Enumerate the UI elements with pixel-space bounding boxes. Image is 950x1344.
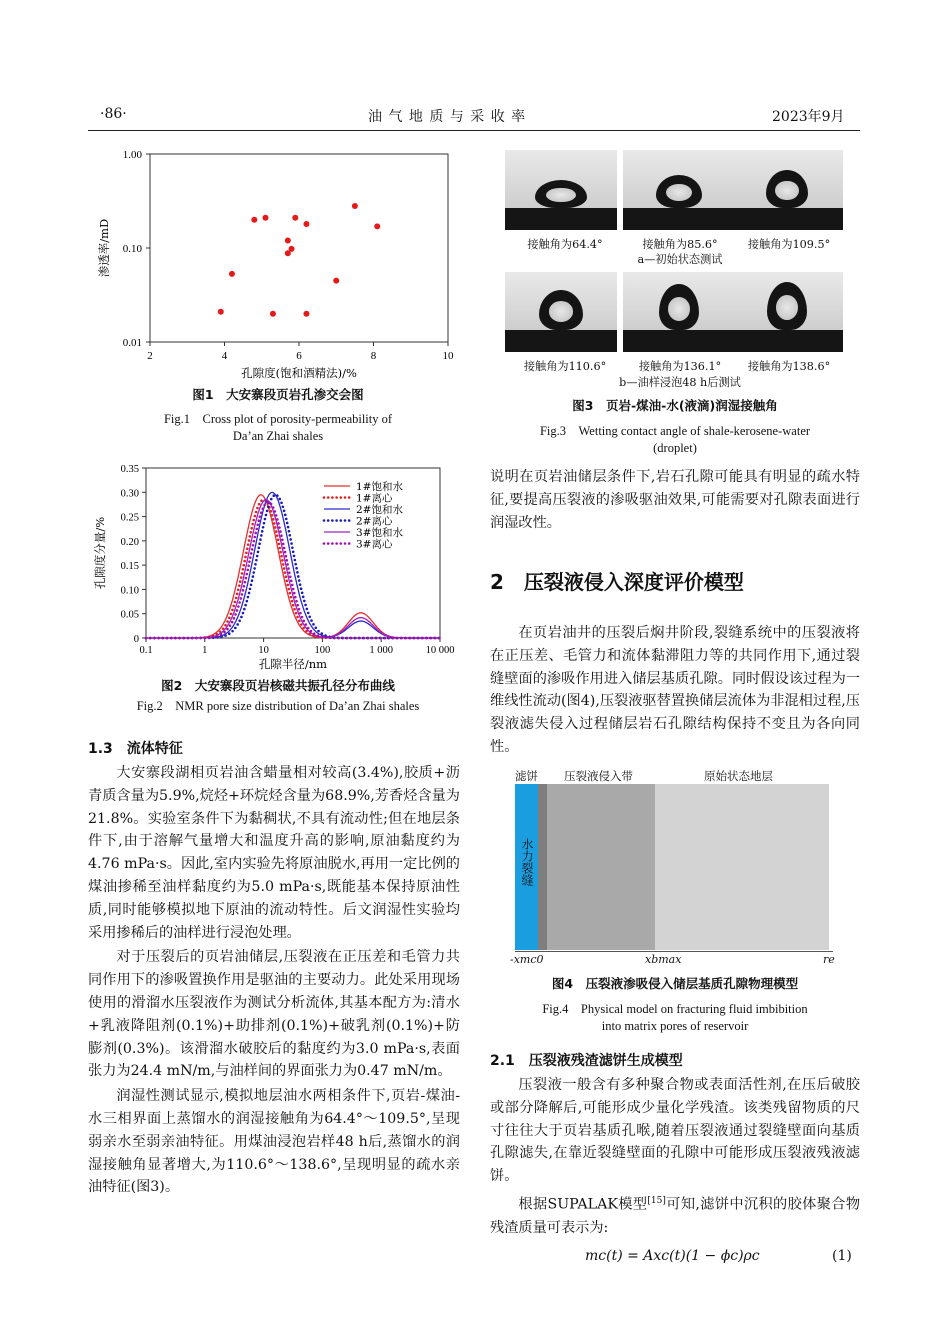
fig4-axis-right: re <box>823 953 835 966</box>
data-point <box>333 278 339 284</box>
data-point <box>292 215 298 221</box>
data-point <box>352 203 358 209</box>
y-tick-label: 1.00 <box>122 149 142 161</box>
angle-label: 接触角为64.4° <box>527 238 603 251</box>
data-point <box>374 223 380 229</box>
fig4-axis-mid: xbmax <box>645 953 682 966</box>
section-2-1-heading: 2.1 压裂液残渣滤饼生成模型 <box>490 1053 683 1069</box>
y-tick-label: 0.15 <box>120 561 139 573</box>
section-2-heading: 2 压裂液侵入深度评价模型 <box>490 570 744 594</box>
x-tick-label: 2 <box>147 350 153 362</box>
paragraph: 压裂液一般含有多种聚合物或表面活性剂,在压后破胶或部分降解后,可能形成少量化学残渣。该类残留物质的尺寸往往大于页岩基质孔喉,随着压裂液通过裂缝壁面向基质孔隙滤失,在靠近裂缝壁面的孔隙中可能形成压裂液残液滤饼。 <box>490 1077 860 1185</box>
fig4-fracture-label: 水力裂缝 <box>520 838 534 886</box>
fig2-chart <box>88 458 468 670</box>
y-tick-label: 0.20 <box>120 536 139 548</box>
y-axis-label: 渗透率/mD <box>97 218 111 278</box>
data-point <box>218 309 224 315</box>
droplet-photo-138 <box>731 272 843 352</box>
data-point <box>251 217 257 223</box>
paragraph: 对于压裂后的页岩油储层,压裂液在正压差和毛管力共同作用下的渗吸置换作用是驱油的主要动力。此处采用现场使用的滑溜水压裂液作为测试分析流体,其基本配方为:清水+乳液降阻剂(0.1%)+助排剂(0.1%)+破乳剂(0.1%)+防膨剂(0.3%)。该滑溜水破胶后的黏度约为3.0 mPa·s,表面张力为24.4 mN/m,与油样间的界面张力为0.47 mN/m。 <box>88 949 460 1080</box>
paragraph: 根据SUPALAK模型[15]可知,滤饼中沉积的胶体聚合物残渣质量可表示为: <box>490 1195 861 1236</box>
legend-label: 2#饱和水 <box>356 504 403 516</box>
legend-label: 3#离心 <box>356 538 393 551</box>
fig4-label-invaded: 压裂液侵入带 <box>564 769 633 783</box>
data-point <box>229 271 235 277</box>
series-line <box>146 502 440 638</box>
fig3-subcaption-b: b—油样浸泡48 h后测试 <box>619 376 741 389</box>
x-tick-label: 1 000 <box>369 645 394 656</box>
fig4-caption-en: Fig.4 Physical model on fracturing fluid imbibition into matrix pores of reservoir <box>542 1002 808 1033</box>
angle-label: 接触角为138.6° <box>747 360 831 373</box>
fig3-subcaption-a: a—初始状态测试 <box>637 253 723 266</box>
fig4-filter-cake <box>538 784 547 950</box>
issue-date: 2023年9月 <box>772 109 845 125</box>
data-point <box>270 311 276 317</box>
fig4-label-cake: 滤饼 <box>515 769 538 783</box>
angle-label: 接触角为85.6° <box>642 238 718 251</box>
x-tick-label: 4 <box>221 350 228 362</box>
journal-title: 油 气 地 质 与 采 收 率 <box>368 109 527 125</box>
fig4-axis-left: -xmc0 <box>510 953 544 966</box>
data-point <box>289 246 295 252</box>
x-tick-label: 6 <box>296 350 302 362</box>
angle-label: 接触角为109.5° <box>747 238 831 251</box>
y-tick-label: 0 <box>133 634 139 645</box>
legend-label: 3#饱和水 <box>356 527 403 539</box>
right-body-top <box>490 466 860 534</box>
legend-label: 2#离心 <box>356 515 393 528</box>
fig2-caption-cn: 图2 大安寨段页岩核磁共振孔径分布曲线 <box>161 678 395 693</box>
paragraph: 大安寨段湖相页岩油含蜡量相对较高(3.4%),胶质+沥青质含量为5.9%,烷烃+环烷烃含量为68.9%,芳香烃含量为21.8%。实验室条件下为黏稠状,不具有流动性;但在地层条件下,由于溶解气量增大和温度升高的影响,原油黏度约为4.76 mPa·s。因此,室内实验先将原油脱水,再用一定比例的煤油掺稀至油样黏度约为5.0 mPa·s,既能基本保持原油性质,同时能够模拟地下原油的流动特性。后文润湿性实验均采用掺稀后的油样进行浸泡处理。 <box>88 765 460 941</box>
droplet-photo-109 <box>731 150 843 230</box>
fig4-invaded-zone <box>547 784 655 950</box>
y-tick-label: 0.05 <box>120 609 139 621</box>
equation-number: (1) <box>832 1248 852 1264</box>
y-tick-label: 0.25 <box>120 512 139 524</box>
legend-label: 1#离心 <box>356 492 393 505</box>
paragraph: 在页岩油井的压裂后焖井阶段,裂缝系统中的压裂液将在正压差、毛管力和流体黏滞阻力等的共同作用下,通过裂缝壁面的渗吸作用进入储层基质孔隙。同时假设该过程为一维线性流动(图4),压裂液驱替置换储层流体为非混相过程,压裂液滤失侵入过程储层岩石孔隙结构保持不变且为各向同性。 <box>490 625 860 755</box>
header-rule <box>88 130 860 131</box>
fig3-caption-en: Fig.3 Wetting contact angle of shale-kerosene-water (droplet) <box>539 424 811 455</box>
droplet-photo-64 <box>505 150 617 230</box>
fig1-caption-cn: 图1 大安寨段页岩孔渗交会图 <box>192 387 364 402</box>
plot-frame <box>150 154 448 342</box>
fig1-caption-en: Fig.1 Cross plot of porosity-permeability of Da’an Zhai shales <box>163 412 393 443</box>
x-tick-label: 10 000 <box>425 645 455 656</box>
droplet-photo-85 <box>623 150 735 230</box>
y-tick-label: 0.35 <box>120 464 139 475</box>
right-body-bottom <box>490 1074 860 1239</box>
paragraph: 润湿性测试显示,模拟地层油水两相条件下,页岩-煤油-水三相界面上蒸馏水的润湿接触角为64.4°～109.5°,呈现弱亲水至弱亲油特征。用煤油浸泡岩样48 h后,蒸馏水的润湿接触角显著增大,为110.6°～138.6°,呈现明显的疏水亲油特征(图3)。 <box>88 1088 460 1196</box>
angle-label: 接触角为136.1° <box>638 360 722 373</box>
legend-label: 1#饱和水 <box>356 481 403 493</box>
paragraph: 说明在页岩油储层条件下,岩石孔隙可能具有明显的疏水特征,要提高压裂液的渗吸驱油效果,可能需要对孔隙表面进行润湿改性。 <box>490 469 860 531</box>
fig4-caption-cn: 图4 压裂液渗吸侵入储层基质孔隙物理模型 <box>551 976 799 991</box>
y-tick-label: 0.01 <box>122 337 142 349</box>
fig3-caption-cn: 图3 页岩-煤油-水(液滴)润湿接触角 <box>572 398 778 413</box>
equation-1: mc(t) = Axc(t)(1 − ϕc)ρc <box>585 1248 760 1264</box>
right-body-mid <box>490 622 860 759</box>
x-tick-label: 100 <box>314 645 331 656</box>
data-point <box>303 221 309 227</box>
x-tick-label: 10 <box>258 645 269 656</box>
x-tick-label: 10 <box>442 350 454 362</box>
data-point <box>285 238 291 244</box>
page-number: ·86· <box>100 106 127 122</box>
y-tick-label: 0.10 <box>120 585 139 597</box>
x-tick-label: 1 <box>202 645 208 656</box>
x-axis-label: 孔隙度(饱和酒精法)/% <box>241 366 357 380</box>
y-tick-label: 0.10 <box>122 243 142 255</box>
angle-label: 接触角为110.6° <box>523 360 607 373</box>
droplet-photo-110 <box>505 272 617 352</box>
fig2-caption-en: Fig.2 NMR pore size distribution of Da’an Zhai shales <box>136 699 420 713</box>
x-tick-label: 0.1 <box>139 645 153 656</box>
left-body <box>88 762 460 1199</box>
data-point <box>303 311 309 317</box>
droplet-photo-136 <box>623 272 735 352</box>
fig4-axis <box>515 951 833 952</box>
y-axis-label: 孔隙度分量/% <box>93 516 107 590</box>
x-tick-label: 8 <box>370 350 377 362</box>
y-tick-label: 0.30 <box>120 488 139 500</box>
fig1-chart <box>88 140 468 380</box>
x-axis-label: 孔隙半径/nm <box>258 657 328 670</box>
fig4-label-original: 原始状态地层 <box>704 769 773 783</box>
data-point <box>262 215 268 221</box>
section-1-3-heading: 1.3 流体特征 <box>88 741 183 757</box>
